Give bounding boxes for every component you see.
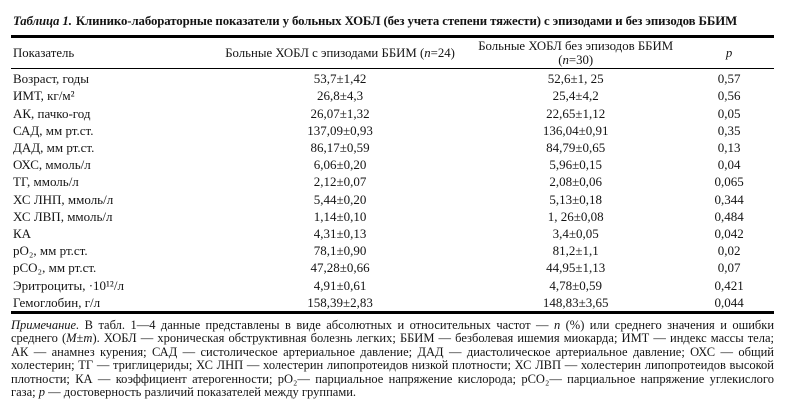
column-header-group-without-episodes	[467, 37, 684, 69]
table-row	[11, 208, 774, 225]
row-label: Гемоглобин, г/л	[13, 294, 101, 310]
row-label: ДАД, мм рт.ст.	[13, 140, 95, 155]
row-label: рСО₂, мм рт.ст.	[13, 260, 97, 276]
value-group-without-episodes: 44,95±1,13	[546, 260, 606, 276]
column-header-group-without-episodes-line1: Больные ХОБЛ без эпизодов ББИМ	[478, 39, 674, 53]
value-group-without-episodes: 22,65±1,12	[546, 105, 606, 121]
value-group-with-episodes: 26,07±1,32	[310, 105, 370, 121]
table-row	[11, 277, 774, 294]
value-p: 0,05	[717, 105, 741, 121]
value-group-without-episodes: 84,79±0,65	[546, 140, 606, 155]
table-footnote: Примечание. В табл. 1—4 данные представлены в виде абсолютных и относительных частот — n (%) или среднего значения и ошибки среднего (M±m). ХОБЛ — хроническая обструктивная болезнь легких; ББИМ — безболевая ишемия миокарда; ИМТ — индекс массы тела; АК — анамнез курения; САД — систолическое артериальное давление; ДАД — диастолическое артериальное давление; ОХС — общий холестерин; ТГ — триглицериды; ХС ЛНП — холестерин липопротеидов низкой плотности; ХС ЛВП — холестерин липопротеидов высокой плотности; КА — коэффициент атерогенности; рО₂— парциальное напряжение кислорода; рСО₂— парциальное напряжение углекислого газа; p — достоверность различий показателей между группами.	[11, 318, 775, 400]
table-body	[11, 69, 774, 313]
value-group-without-episodes: 1, 26±0,08	[547, 208, 604, 224]
column-header-p-value: p	[684, 37, 774, 69]
value-p: 0,13	[717, 140, 741, 155]
table-row	[11, 105, 774, 122]
row-label: ТГ, ммоль/л	[13, 174, 79, 190]
value-group-with-episodes: 1,14±0,10	[313, 208, 367, 224]
column-header-group-without-episodes-line2: (n=30)	[558, 52, 594, 67]
table-header-row	[11, 37, 774, 69]
value-group-with-episodes: 86,17±0,59	[310, 140, 370, 155]
value-p: 0,04	[717, 157, 741, 173]
value-p: 0,56	[717, 88, 741, 104]
value-p: 0,07	[717, 260, 741, 276]
table-row	[11, 139, 774, 156]
row-label: ОХС, ммоль/л	[13, 157, 91, 173]
table-row	[11, 191, 774, 208]
table-row	[11, 259, 774, 276]
value-p: 0,042	[714, 226, 744, 242]
value-p: 0,35	[717, 122, 741, 138]
row-label: Эритроциты, ·10¹²/л	[13, 277, 124, 293]
value-group-without-episodes: 148,83±3,65	[542, 294, 609, 310]
table-row	[11, 69, 774, 88]
value-group-with-episodes: 26,8±4,3	[317, 88, 364, 104]
value-p: 0,421	[714, 277, 744, 293]
column-header-group-with-episodes: Больные ХОБЛ с эпизодами ББИМ (n=24)	[213, 37, 467, 69]
value-p: 0,065	[714, 174, 744, 190]
column-header-indicator: Показатель	[11, 37, 213, 69]
table-row	[11, 122, 774, 139]
row-label: ХС ЛВП, ммоль/л	[13, 208, 113, 224]
table-head	[11, 37, 774, 69]
row-label: САД, мм рт.ст.	[13, 122, 94, 138]
row-label: ХС ЛНП, ммоль/л	[13, 191, 114, 207]
value-group-without-episodes: 25,4±4,2	[552, 88, 599, 104]
row-label: ИМТ, кг/м²	[13, 88, 75, 104]
value-group-without-episodes: 81,2±1,1	[552, 243, 599, 259]
table-row	[11, 242, 774, 259]
value-group-without-episodes: 2,08±0,06	[549, 174, 602, 190]
table-row	[11, 294, 774, 313]
table-row	[11, 156, 774, 173]
row-label: Возраст, годы	[13, 71, 90, 87]
table-row	[11, 87, 774, 104]
value-group-with-episodes: 4,91±0,61	[313, 277, 367, 293]
value-group-without-episodes: 5,96±0,15	[549, 157, 602, 173]
value-group-without-episodes: 5,13±0,18	[549, 191, 602, 207]
clinical-indicators-table	[11, 35, 774, 314]
table-title	[13, 12, 774, 30]
value-group-without-episodes: 52,6±1, 25	[547, 71, 604, 87]
value-group-with-episodes: 53,7±1,42	[313, 71, 367, 87]
value-group-with-episodes: 2,12±0,07	[313, 174, 367, 190]
value-group-with-episodes: 6,06±0,20	[313, 157, 367, 173]
value-group-with-episodes: 158,39±2,83	[307, 294, 373, 310]
value-group-with-episodes: 47,28±0,66	[310, 260, 370, 276]
value-p: 0,02	[717, 243, 741, 259]
value-group-with-episodes: 4,31±0,13	[313, 226, 367, 242]
value-group-with-episodes: 78,1±0,90	[313, 243, 367, 259]
table-title-number: Таблица 1.	[13, 14, 72, 28]
value-p: 0,484	[714, 208, 744, 224]
value-group-without-episodes: 4,78±0,59	[549, 277, 602, 293]
value-group-with-episodes: 137,09±0,93	[307, 122, 373, 138]
table-row	[11, 173, 774, 190]
row-label: рО₂, мм рт.ст.	[13, 243, 88, 259]
value-group-with-episodes: 5,44±0,20	[313, 191, 367, 207]
row-label: КА	[13, 226, 32, 242]
value-p: 0,57	[717, 71, 741, 87]
table-title-text: Клинико-лабораторные показатели у больных ХОБЛ (без учета степени тяжести) с эпизодами и без эпизодов ББИМ	[75, 14, 738, 28]
value-p: 0,044	[714, 294, 744, 310]
value-group-without-episodes: 3,4±0,05	[552, 226, 599, 242]
row-label: АК, пачко-год	[13, 105, 91, 121]
value-group-without-episodes: 136,04±0,91	[542, 122, 609, 138]
value-p: 0,344	[714, 191, 744, 207]
table-row	[11, 225, 774, 242]
